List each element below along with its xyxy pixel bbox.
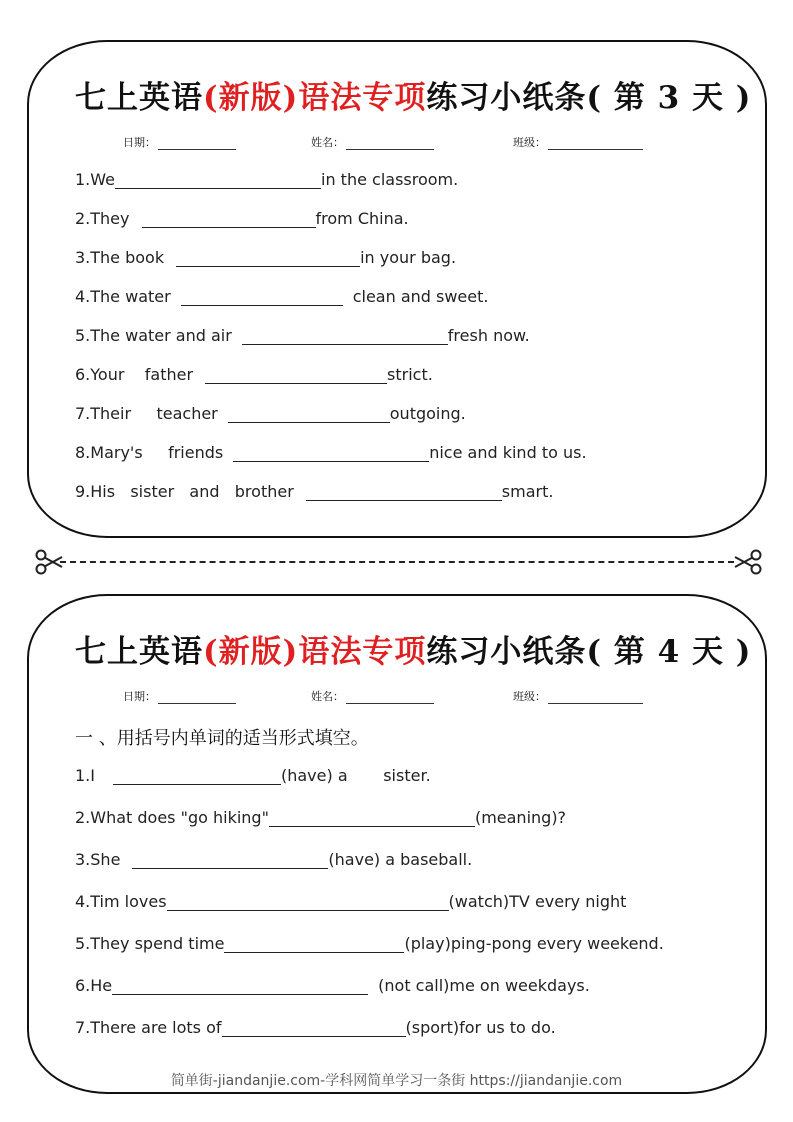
answer-blank[interactable]	[132, 851, 328, 869]
class-blank[interactable]	[548, 137, 643, 150]
answer-blank[interactable]	[167, 893, 449, 911]
answer-blank[interactable]	[242, 327, 448, 345]
question-item: 6.Your father strict.	[75, 365, 433, 384]
class-blank[interactable]	[548, 691, 643, 704]
class-label: 班级：	[513, 136, 546, 149]
title-highlight: (新版)语法专项	[203, 80, 427, 116]
question-item: 2.What does "go hiking" (meaning)?	[75, 808, 567, 827]
question-item: 9.His sister and brother smart.	[75, 482, 554, 501]
question-item: 8.Mary's friends nice and kind to us.	[75, 443, 587, 462]
question-item: 1.I (have) a sister.	[75, 766, 431, 785]
worksheet-title	[75, 72, 751, 117]
answer-blank[interactable]	[112, 977, 368, 995]
name-label: 姓名：	[311, 136, 344, 149]
answer-blank[interactable]	[224, 935, 404, 953]
question-item: 4.Tim loves (watch)TV every night	[75, 892, 627, 911]
answer-blank[interactable]	[115, 171, 321, 189]
question-item: 3.The book in your bag.	[75, 248, 457, 267]
question-item: 5.The water and air fresh now.	[75, 326, 530, 345]
question-item: 4.The water clean and sweet.	[75, 287, 489, 306]
worksheet-title	[75, 626, 751, 671]
question-item: 7.There are lots of (sport)for us to do.	[75, 1018, 556, 1037]
title-part: 练习小纸条( 第 3 天 )	[426, 80, 752, 116]
footer-watermark: 简单街-jiandanjie.com-学科网简单学习一条街 https://jiandanjie.com	[170, 1073, 623, 1089]
question-item: 1.We in the classroom.	[75, 170, 459, 189]
answer-blank[interactable]	[142, 210, 316, 228]
answer-blank[interactable]	[228, 405, 390, 423]
question-item: 5.They spend time (play)ping-pong every weekend.	[75, 934, 664, 953]
name-blank[interactable]	[346, 137, 434, 150]
section-instruction: 一 、用括号内单词的适当形式填空。	[75, 728, 369, 749]
answer-blank[interactable]	[176, 249, 360, 267]
class-field[interactable]	[513, 134, 643, 150]
worksheet-day4-card	[27, 594, 767, 1094]
student-info-row	[29, 688, 765, 708]
date-label: 日期：	[123, 690, 156, 703]
question-item: 3.She (have) a baseball.	[75, 850, 473, 869]
title-highlight: (新版)语法专项	[203, 634, 427, 670]
title-part: 练习小纸条( 第 4 天 )	[426, 634, 752, 670]
student-info-row	[29, 134, 765, 154]
date-label: 日期：	[123, 136, 156, 149]
answer-blank[interactable]	[306, 483, 502, 501]
cut-line-divider	[60, 561, 734, 563]
answer-blank[interactable]	[205, 366, 387, 384]
class-label: 班级：	[513, 690, 546, 703]
title-part: 七上英语	[75, 80, 203, 116]
date-field[interactable]	[123, 134, 236, 150]
answer-blank[interactable]	[233, 444, 429, 462]
date-blank[interactable]	[158, 691, 236, 704]
scissors-icon	[733, 547, 763, 577]
answer-blank[interactable]	[181, 288, 343, 306]
name-blank[interactable]	[346, 691, 434, 704]
question-item: 7.Their teacher outgoing.	[75, 404, 466, 423]
answer-blank[interactable]	[269, 809, 475, 827]
name-label: 姓名：	[311, 690, 344, 703]
question-item: 6.He (not call)me on weekdays.	[75, 976, 590, 995]
worksheet-day3-card	[27, 40, 767, 538]
class-field[interactable]	[513, 688, 643, 704]
date-field[interactable]	[123, 688, 236, 704]
question-item: 2.They from China.	[75, 209, 409, 228]
answer-blank[interactable]	[113, 767, 281, 785]
title-part: 七上英语	[75, 634, 203, 670]
name-field[interactable]	[311, 134, 434, 150]
date-blank[interactable]	[158, 137, 236, 150]
answer-blank[interactable]	[222, 1019, 406, 1037]
name-field[interactable]	[311, 688, 434, 704]
